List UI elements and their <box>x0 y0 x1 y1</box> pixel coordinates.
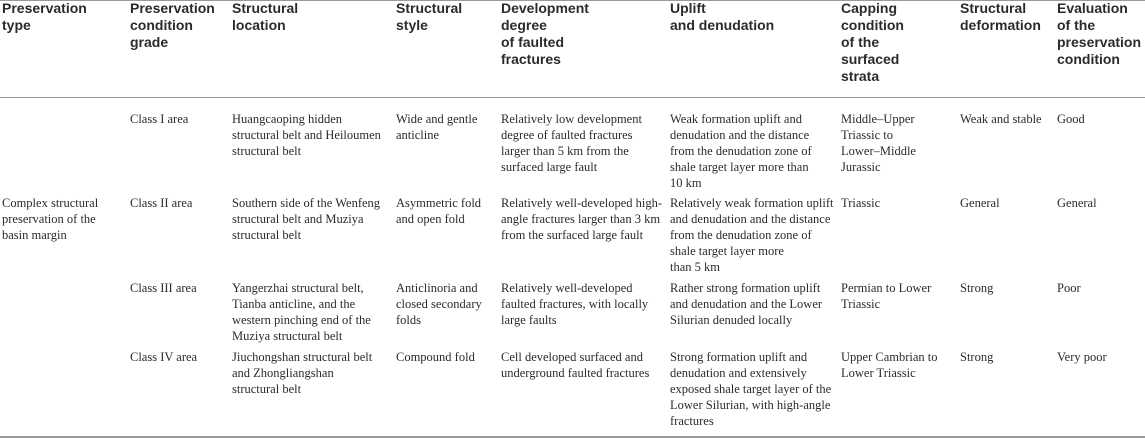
cell-line: than 5 km <box>670 260 720 274</box>
header-line: strata <box>841 68 880 84</box>
row-4-grade <box>130 349 197 365</box>
cell-line: Compound fold <box>396 350 475 364</box>
row-2-uplift <box>670 195 834 275</box>
cell-line: Strong <box>960 281 994 295</box>
row-1-location <box>232 111 381 159</box>
cell-line: Yangerzhai structural belt, <box>232 281 364 295</box>
header-line: Preservation <box>2 0 87 16</box>
cell-line: and denudation and the Lower <box>670 297 823 311</box>
cell-line: Relatively well-developed <box>501 281 633 295</box>
cell-line: and open fold <box>396 212 465 226</box>
row-4-location <box>232 349 372 397</box>
cell-line: Silurian denuded locally <box>670 313 793 327</box>
cell-line: Class III area <box>130 281 197 295</box>
cell-line: underground faulted fractures <box>501 366 650 380</box>
cell-line: structural belt and Muziya <box>232 212 364 226</box>
cell-line: Anticlinoria and <box>396 281 478 295</box>
cell-line: angle fractures larger than 3 km <box>501 212 661 226</box>
row-1-capping <box>841 111 916 175</box>
cell-line: Rather strong formation uplift <box>670 281 821 295</box>
cell-line: large faults <box>501 313 557 327</box>
row-4-capping <box>841 349 938 381</box>
row-4-faults <box>501 349 649 381</box>
cell-line: structural belt and Heiloumen <box>232 128 381 142</box>
row-2-location <box>232 195 380 243</box>
cell-line: Tianba anticline, and the <box>232 297 356 311</box>
cell-line: Strong <box>960 350 994 364</box>
cell-line: faulted fractures, with locally <box>501 297 649 311</box>
row-3-uplift <box>670 280 822 328</box>
cell-line: structural belt <box>232 228 302 242</box>
row-4-uplift <box>670 349 831 429</box>
header-line: type <box>2 17 31 33</box>
cell-line: Middle–Upper <box>841 112 915 126</box>
cell-line: exposed shale target layer of the <box>670 382 832 396</box>
row-3-capping <box>841 280 931 312</box>
header-evaluation <box>1057 0 1141 68</box>
cell-line: structural belt <box>232 382 302 396</box>
cell-line: Southern side of the Wenfeng <box>232 196 381 210</box>
cell-line: Permian to Lower <box>841 281 932 295</box>
row-1-grade <box>130 111 188 127</box>
header-line: and denudation <box>670 17 775 33</box>
header-line: condition <box>841 17 904 33</box>
header-line: of faulted <box>501 34 564 50</box>
row-2-style <box>396 195 481 227</box>
header-separator-rule <box>0 97 1145 98</box>
header-line: Capping <box>841 0 897 16</box>
header-line: of the <box>841 34 880 50</box>
header-line: condition <box>130 17 193 33</box>
cell-line: Weak formation uplift and <box>670 112 802 126</box>
header-line: style <box>396 17 428 33</box>
cell-line: Class II area <box>130 196 193 210</box>
preservation-type-cell <box>2 195 98 243</box>
cell-line: Lower Silurian, with high-angle <box>670 398 831 412</box>
cell-line: Strong formation uplift and <box>670 350 808 364</box>
cell-line: Triassic <box>841 297 881 311</box>
cell-line: surfaced large fault <box>501 160 598 174</box>
row-1-evaluation <box>1057 111 1085 127</box>
cell-line: and Zhongliangshan <box>232 366 334 380</box>
cell-line: denudation and extensively <box>670 366 807 380</box>
cell-line: from the denudation zone of <box>670 144 812 158</box>
cell-line: larger than 5 km from the <box>501 144 629 158</box>
header-line: grade <box>130 34 169 50</box>
cell-line: Weak and stable <box>960 112 1042 126</box>
cell-line: preservation of the <box>2 212 96 226</box>
header-structural-style <box>396 0 462 34</box>
header-line: fractures <box>501 51 561 67</box>
cell-line: Wide and gentle <box>396 112 478 126</box>
header-line: Structural <box>396 0 463 16</box>
cell-line: basin margin <box>2 228 67 242</box>
row-4-style <box>396 349 475 365</box>
header-line: preservation <box>1057 34 1142 50</box>
cell-line: General <box>1057 196 1097 210</box>
header-uplift-denudation <box>670 0 774 34</box>
cell-line: shale target layer more <box>670 244 784 258</box>
header-line: Structural <box>232 0 299 16</box>
header-line: condition <box>1057 51 1120 67</box>
header-line: deformation <box>960 17 1041 33</box>
header-line: Structural <box>960 0 1027 16</box>
cell-line: Poor <box>1057 281 1081 295</box>
header-line: degree <box>501 17 547 33</box>
cell-line: anticline <box>396 128 440 142</box>
cell-line: Relatively weak formation uplift <box>670 196 834 210</box>
cell-line: Lower Triassic <box>841 366 916 380</box>
cell-line: Muziya structural belt <box>232 329 343 343</box>
cell-line: Triassic <box>841 196 881 210</box>
cell-line: Upper Cambrian to <box>841 350 938 364</box>
cell-line: Triassic to <box>841 128 893 142</box>
cell-line: Huangcaoping hidden <box>232 112 343 126</box>
header-structural-deformation <box>960 0 1041 34</box>
row-3-location <box>232 280 371 344</box>
header-condition-grade <box>130 0 215 51</box>
row-2-evaluation <box>1057 195 1097 211</box>
cell-line: shale target layer more than <box>670 160 809 174</box>
cell-line: folds <box>396 313 421 327</box>
row-4-deformation <box>960 349 993 365</box>
row-3-style <box>396 280 482 328</box>
row-1-style <box>396 111 477 143</box>
row-3-faults <box>501 280 648 328</box>
header-structural-location <box>232 0 298 34</box>
header-line: location <box>232 17 286 33</box>
cell-line: Relatively low development <box>501 112 642 126</box>
cell-line: 10 km <box>670 176 702 190</box>
cell-line: Asymmetric fold <box>396 196 482 210</box>
cell-line: closed secondary <box>396 297 482 311</box>
cell-line: Good <box>1057 112 1085 126</box>
header-line: Evaluation <box>1057 0 1128 16</box>
cell-line: and denudation and the distance <box>670 212 831 226</box>
header-line: surfaced <box>841 51 900 67</box>
row-4-evaluation <box>1057 349 1107 365</box>
cell-line: Jurassic <box>841 160 881 174</box>
header-fault-development <box>501 0 589 68</box>
row-2-grade <box>130 195 192 211</box>
cell-line: General <box>960 196 1000 210</box>
row-2-capping <box>841 195 880 211</box>
header-preservation-type <box>2 0 87 34</box>
header-line: Uplift <box>670 0 706 16</box>
cell-line: Complex structural <box>2 196 99 210</box>
cell-line: from the denudation zone of <box>670 228 812 242</box>
row-3-grade <box>130 280 197 296</box>
header-line: Preservation <box>130 0 215 16</box>
header-line: of the <box>1057 17 1096 33</box>
cell-line: Cell developed surfaced and <box>501 350 643 364</box>
cell-line: Lower–Middle <box>841 144 916 158</box>
cell-line: Very poor <box>1057 350 1107 364</box>
row-1-faults <box>501 111 642 175</box>
row-1-deformation <box>960 111 1042 127</box>
cell-line: degree of faulted fractures <box>501 128 633 142</box>
cell-line: Relatively well-developed high- <box>501 196 663 210</box>
cell-line: fractures <box>670 414 714 428</box>
cell-line: denudation and the distance <box>670 128 810 142</box>
row-1-uplift <box>670 111 812 191</box>
cell-line: from the surfaced large fault <box>501 228 644 242</box>
header-capping-condition <box>841 0 904 85</box>
cell-line: Class I area <box>130 112 189 126</box>
cell-line: structural belt <box>232 144 302 158</box>
row-3-deformation <box>960 280 993 296</box>
row-2-deformation <box>960 195 1000 211</box>
header-line: Development <box>501 0 589 16</box>
cell-line: Class IV area <box>130 350 198 364</box>
row-2-faults <box>501 195 662 243</box>
row-3-evaluation <box>1057 280 1081 296</box>
cell-line: Jiuchongshan structural belt <box>232 350 373 364</box>
cell-line: western pinching end of the <box>232 313 371 327</box>
